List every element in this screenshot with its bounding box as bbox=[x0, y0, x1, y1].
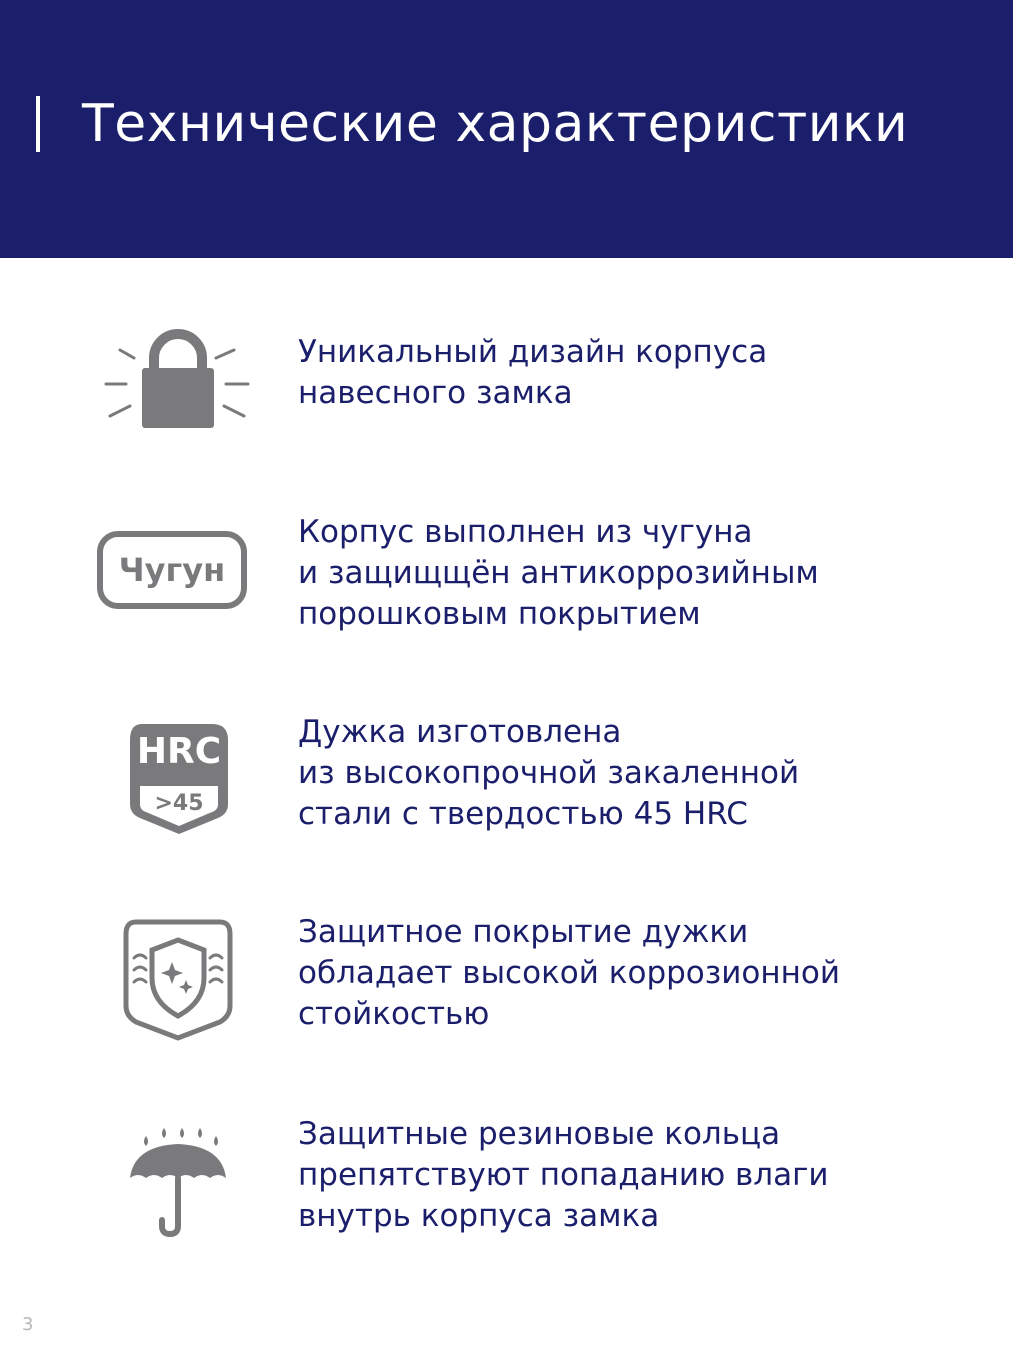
feature-line: Дужка изготовлена bbox=[298, 714, 622, 750]
feature-line: из высокопрочной закаленной bbox=[298, 755, 800, 791]
page-title: Технические характеристики bbox=[82, 94, 909, 154]
hrc-label: HRC bbox=[136, 731, 222, 772]
feature-description bbox=[298, 512, 988, 635]
feature-line: и защищщён антикоррозийным bbox=[298, 555, 819, 591]
padlock-icon bbox=[96, 328, 256, 458]
feature-line: порошковым покрытием bbox=[298, 596, 701, 632]
protective-shield-icon bbox=[122, 918, 282, 1048]
feature-line: стойкостью bbox=[298, 996, 490, 1032]
feature-description bbox=[298, 332, 988, 414]
cast-iron-badge-icon bbox=[96, 530, 256, 660]
feature-line: навесного замка bbox=[298, 375, 573, 411]
feature-line: обладает высокой коррозионной bbox=[298, 955, 841, 991]
header-accent-bar bbox=[36, 96, 40, 152]
feature-line: Защитное покрытие дужки bbox=[298, 914, 749, 950]
feature-description bbox=[298, 1114, 988, 1237]
feature-line: Уникальный дизайн корпуса bbox=[298, 334, 768, 370]
hrc-value-label: >45 bbox=[154, 791, 204, 816]
feature-line: Корпус выполнен из чугуна bbox=[298, 514, 753, 550]
feature-description bbox=[298, 712, 988, 835]
feature-line: стали с твердостью 45 HRC bbox=[298, 796, 748, 832]
feature-line: внутрь корпуса замка bbox=[298, 1198, 660, 1234]
page-number: 3 bbox=[22, 1314, 34, 1335]
header-banner bbox=[0, 0, 1013, 258]
feature-description bbox=[298, 912, 988, 1035]
cast-iron-label: Чугун bbox=[118, 551, 226, 589]
hardness-shield-icon bbox=[124, 720, 284, 850]
feature-line: препятствуют попаданию влаги bbox=[298, 1157, 829, 1193]
umbrella-rain-icon bbox=[124, 1122, 284, 1252]
feature-line: Защитные резиновые кольца bbox=[298, 1116, 781, 1152]
